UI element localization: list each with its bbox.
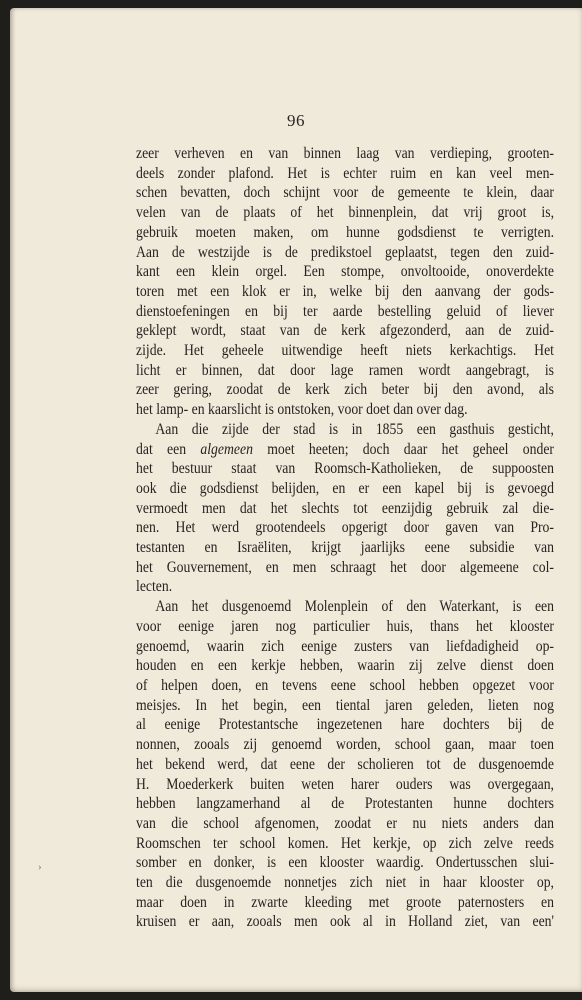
text-line: nonnen, zooals zij genoemd worden, school gaan, maar toen [136,736,554,754]
text-line: zeer verheven en van binnen laag van verdieping, grooten- [136,145,554,162]
text-line: somber en donker, is een klooster waardig. Ondertusschen slui- [136,854,554,872]
text-line: deels zonder plafond. Het is echter ruim en kan veel men- [136,164,554,182]
text-line: ten die dusgenoemde nonnetjes zich niet in haar klooster op, [136,874,554,892]
text-line: kant een klein orgel. Een stompe, onvoltooide, onoverdekte [136,263,554,281]
text-line: toren met een klok er in, welke bij den aanvang der gods- [136,282,554,300]
text-line: dienstoefeningen en bij ter aarde bestelling geluid of liever [136,302,554,320]
paragraph-start-line: Aan die zijde der stad is in 1855 een gasthuis gesticht, [155,420,555,438]
text-line: H. Moederkerk buiten weten harer ouders was overgegaan, [136,775,554,793]
text-line: licht er binnen, dat door lage ramen wordt aangebragt, is [136,361,554,379]
text-line: Roomschen ter school komen. Het kerkje, op zich zelve reeds [136,834,554,852]
text-line: het lamp- en kaarslicht is ontstoken, voor doet dan over dag. [136,401,468,419]
text-line: geklept wordt, staat van de kerk afgezonderd, aan de zuid- [136,322,554,340]
text-line: zeer gering, zoodat de kerk zich beter bij den avond, als [136,381,554,399]
text-line: gebruik moeten maken, om hunne godsdienst te verrigten. [136,223,554,241]
text-line: genoemd, waarin zich eenige zusters van liefdadigheid op- [136,637,554,655]
text-line: dat een algemeen moet heeten; doch daar het geheel onder [136,440,554,458]
text-line: meisjes. In het begin, een tiental jaren geleden, lieten nog [136,696,554,714]
book-page [10,8,582,992]
text-line: maar doen in zwarte kleeding met groote paternosters en [136,893,554,911]
page-number: 96 [287,111,305,130]
text-line: houden en een kerkje hebben, waarin zij zelve dienst doen [136,657,554,675]
text-line: zijde. Het geheele uitwendige heeft niets kerkachtigs. Het [136,342,554,360]
text-line: hebben langzamerhand al de Protestanten hunne dochters [136,795,554,813]
text-line: al eenige Protestantsche ingezetenen hare dochters bij de [136,716,554,734]
text-line: vermoedt men dat het slechts tot eenzijdig gebruik zal die- [136,499,554,517]
text-line: of helpen doen, en tevens eene school hebben opgezet voor [136,676,554,694]
text-line: testanten en Israëliten, krijgt jaarlijks eene subsidie van [136,539,554,557]
text-line: het bekend werd, dat eene der scholieren tot de dusgenoemde [136,755,554,773]
text-line: velen van de plaats of het binnenplein, dat vrij groot is, [136,204,554,222]
paragraph-start-line: Aan het dusgenoemd Molenplein of den Waterkant, is een [155,598,555,616]
text-line: Aan de westzijde is de predikstoel geplaatst, tegen den zuid- [136,243,554,261]
text-line: lecten. [136,578,173,596]
text-line: schen bevatten, doch schijnt voor de gemeente te klein, daar [136,184,554,202]
text-line: nen. Het werd grootendeels opgerigt door gaven van Pro- [136,519,554,537]
text-line: voor eenige jaren nog particulier huis, thans het klooster [136,617,554,635]
text-line: kruisen er aan, zooals men ook al in Holland ziet, van een' [136,913,554,931]
body-text [136,144,555,932]
text-line: het bestuur staat van Roomsch-Katholieken, de suppoosten [136,460,554,478]
text-line: het Gouvernement, en men schraagt het door algemeene col- [136,558,554,576]
text-line: ook die godsdienst belijden, en er een kapel bij is gevoegd [136,479,554,497]
margin-mark: › [38,861,42,873]
text-line: van die school afgenomen, zoodat er nu niets anders dan [136,814,554,832]
